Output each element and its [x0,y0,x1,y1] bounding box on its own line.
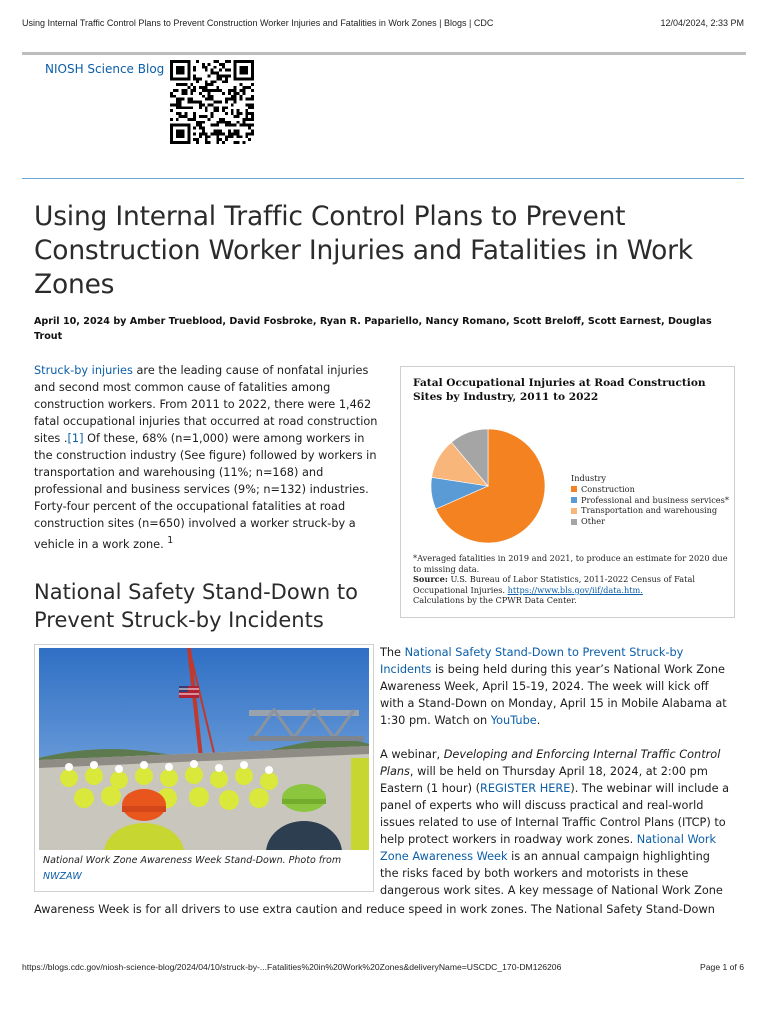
chart-footnote: *Averaged fatalities in 2019 and 2021, to produce an estimate for 2020 due to missing data. [413,553,728,574]
footnote-marker: 1 [167,535,174,546]
legend-item [571,505,729,516]
chart-notes [413,553,728,606]
stand-down-link[interactable]: National Safety Stand-Down to Prevent Struck-by Incidents [380,646,684,676]
stand-down-paragraph: The National Safety Stand-Down to Prevent Struck-by Incidents is being held during this year’s National Work Zone Awareness Week, April 15-19, 2024. The week will kick off with a Stand-Down on Monday, April 15 in Mobile Alabama at 1:30 pm. Watch on YouTube. [380,646,727,727]
niosh-blog-link[interactable]: NIOSH Science Blog [45,62,165,76]
legend-swatch [571,497,577,503]
page-title: Using Internal Traffic Control Plans to Prevent Construction Worker Injuries and Fatalities in Work Zones [34,201,693,300]
legend-label: Construction [581,483,635,494]
legend-swatch [571,519,577,525]
page-number: Page 1 of 6 [700,962,744,972]
continuation-text: Awareness Week is for all drivers to use extra caution and reduce speed in work zones. The National Safety Stand-Down [34,903,715,916]
register-link[interactable]: REGISTER HERE [480,782,571,795]
legend-label: Professional and business services* [581,494,729,505]
youtube-link[interactable]: YouTube [490,714,537,727]
section-heading: National Safety Stand-Down to Prevent Struck-by Incidents [34,580,358,632]
webinar-paragraph: A webinar, Developing and Enforcing Internal Traffic Control Plans, will be held on Thursday April 18, 2024, at 2:00 pm Eastern (1 hour) (REGISTER HERE). The webinar will include a panel of experts who will discuss practical and real-world issues related to use of Internal Traffic Control Plans (ITCP) to help protect workers in roadway work zones. National Work Zone Awareness Week is an annual campaign highlighting the risks faced by both workers and motorists in these dangerous work sites. A key message of National Work Zone [380,748,730,897]
reference-1-link[interactable]: [1] [67,432,84,445]
legend-item [571,516,729,527]
legend-swatch [571,486,577,492]
nwzaw-week-link[interactable]: National Work Zone Awareness Week [380,833,717,863]
chart-legend [571,473,729,527]
header-divider [22,52,746,55]
pie-chart-figure [400,366,735,618]
legend-item [571,484,729,495]
section-divider [22,178,744,179]
print-header-title: Using Internal Traffic Control Plans to Prevent Construction Worker Injuries and Fatalities in Work Zones | Blogs | CDC [22,18,494,28]
byline: April 10, 2024 by Amber Trueblood, David Fosbroke, Ryan R. Papariello, Nancy Romano, Scott Breloff, Scott Earnest, Douglas Trout [34,316,712,342]
photo-figure [34,644,374,892]
stand-down-photo [39,648,369,850]
legend-label: Transportation and warehousing [581,505,718,516]
lead-paragraph: Struck-by injuries are the leading cause of nonfatal injuries and second most common cause of fatalities among construction workers. From 2011 to 2022, there were 1,462 fatal occupational injuries that occurred at road construction sites .[1] Of these, 68% (n=1,000) were among workers in the construction industry (See figure) followed by workers in transportation and warehousing (11%; n=168) and professional and business services (9%; n=132) industries. Forty-four percent of the occupational fatalities at road construction sites (n=650) involved a worker struck-by a vehicle in a work zone. $^1$ [34,364,378,551]
pie-chart [423,421,553,551]
chart-source: Source: U.S. Bureau of Labor Statistics, 2011-2022 Census of Fatal Occupational Injuries. https://www.bls.gov/iif/data.htm. [413,574,695,595]
qr-code-icon [168,60,256,144]
bls-data-link[interactable]: https://www.bls.gov/iif/data.htm. [507,584,643,595]
struck-by-injuries-link[interactable]: Struck-by injuries [34,364,133,377]
legend-label: Other [581,516,606,527]
stand-down-section [380,644,732,916]
chart-title: Fatal Occupational Injuries at Road Construction Sites by Industry, 2011 to 2022 [413,377,706,403]
chart-calculation-note: Calculations by the CPWR Data Center. [413,595,577,606]
nwzaw-link[interactable]: NWZAW [43,871,82,882]
photo-caption: National Work Zone Awareness Week Stand-Down. Photo from NWZAW [43,855,342,882]
legend-swatch [571,508,577,514]
legend-title: Industry [571,473,607,483]
print-header-timestamp: 12/04/2024, 2:33 PM [660,18,744,28]
legend-item [571,495,729,506]
print-footer-url: https://blogs.cdc.gov/niosh-science-blog/2024/04/10/struck-by-...Fatalities%20in%20Work%20Zones&deliveryName=USCDC_170-DM126206 [22,962,562,972]
